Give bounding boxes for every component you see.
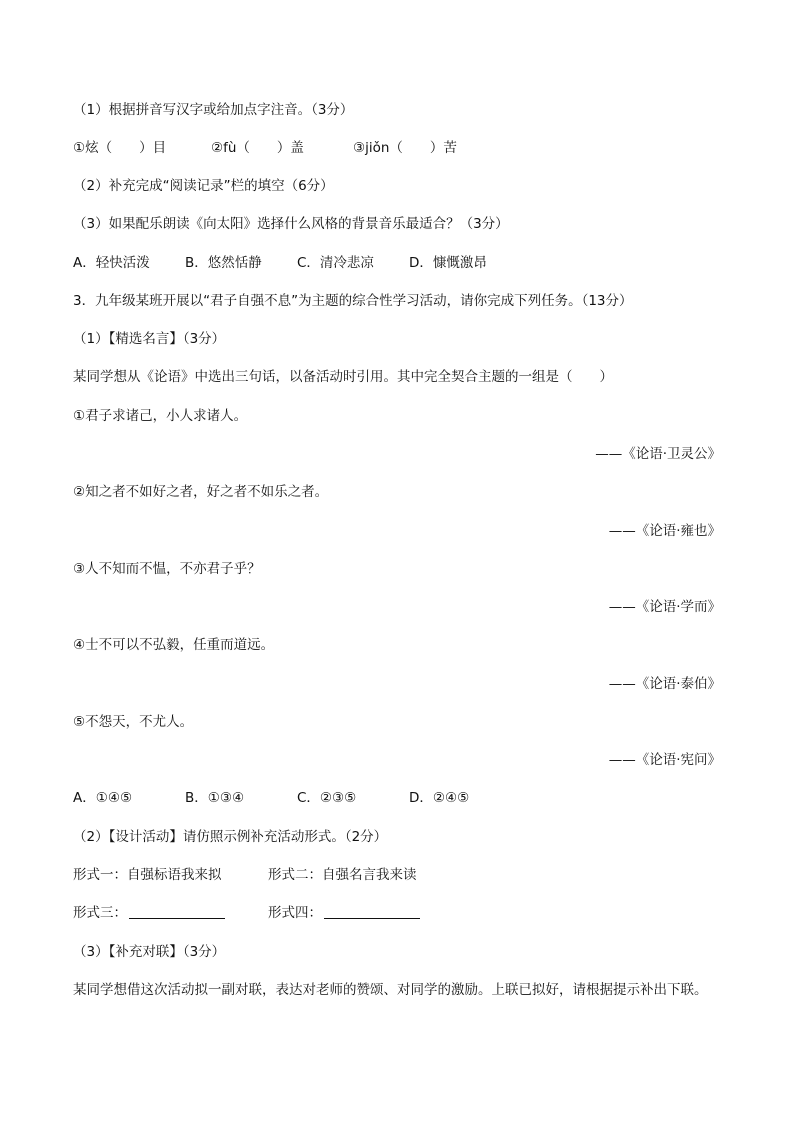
form-1: 形式一：自强标语我来拟 [73,867,222,883]
quote-3-text: ③人不知而不愠，不亦君子乎？ [73,561,261,577]
q3-title: 3．九年级某班开展以“君子自强不息”为主题的综合性学习活动，请你完成下列任务。（13分） [73,293,633,309]
forms-row-2 [73,903,420,923]
form-3-label: 形式三： [73,905,127,921]
q3-part2-title: （2）【设计活动】请仿照示例补充活动形式。（2分） [73,829,388,845]
q2-sub2-title: （2）补充完成“阅读记录”栏的填空（6分） [73,178,334,194]
forms-row-1 [73,865,417,885]
quote-2-text: ②知之者不如好之者，好之者不如乐之者。 [73,484,329,500]
quote-1-text: ①君子求诸己，小人求诸人。 [73,408,248,424]
sub3-option-a: A．轻快活泼 [73,255,150,271]
form-4-blank[interactable] [324,904,420,919]
quote-2-source: ——《论语·雍也》 [608,523,721,539]
quote-4-source: ——《论语·泰伯》 [608,676,721,692]
form-3 [73,903,268,923]
sub3-option-c: C．清冷悲凉 [297,255,374,271]
sub3-option-d: D．慷慨激昂 [409,255,487,271]
form-3-blank[interactable] [129,904,225,919]
quote-1-source: ——《论语·卫灵公》 [595,446,721,462]
part1-option-b: B．①③④ [185,790,245,806]
q3-part1-title: （1）【精选名言】（3分） [73,331,226,347]
quote-5-source: ——《论语·宪问》 [608,752,721,768]
sub1-item-2: ②fù（ ）盖 [211,140,304,156]
q3-part3-prompt: 某同学想借这次活动拟一副对联，表达对老师的赞颂、对同学的激励。上联已拟好，请根据提示补出下联。 [73,982,708,998]
q3-part1-prompt: 某同学想从《论语》中选出三句话，以备活动时引用。其中完全契合主题的一组是（ ） [73,369,613,385]
part1-option-c: C．②③⑤ [297,790,357,806]
sub1-item-3: ③jiǒn（ ）苦 [353,140,457,156]
form-2: 形式二：自强名言我来读 [268,867,417,883]
quote-3-source: ——《论语·学而》 [608,599,721,615]
part1-option-d: D．②④⑤ [409,790,470,806]
q2-sub1-title: （1）根据拼音写汉字或给加点字注音。（3分） [73,102,354,118]
q3-part3-title: （3）【补充对联】（3分） [73,944,226,960]
q2-sub1-items [73,138,457,158]
q2-sub3-options [73,253,487,273]
sub1-item-1: ①炫（ ）目 [73,140,167,156]
sub3-option-b: B．悠然恬静 [185,255,262,271]
part1-option-a: A．①④⑤ [73,790,133,806]
q2-sub3-title: （3）如果配乐朗读《向太阳》选择什么风格的背景音乐最适合？（3分） [73,216,509,232]
quote-4-text: ④士不可以不弘毅，任重而道远。 [73,637,275,653]
quote-5-text: ⑤不怨天，不尤人。 [73,714,194,730]
form-4-label: 形式四： [268,905,322,921]
q3-part1-options [73,788,469,808]
form-4 [268,903,420,923]
